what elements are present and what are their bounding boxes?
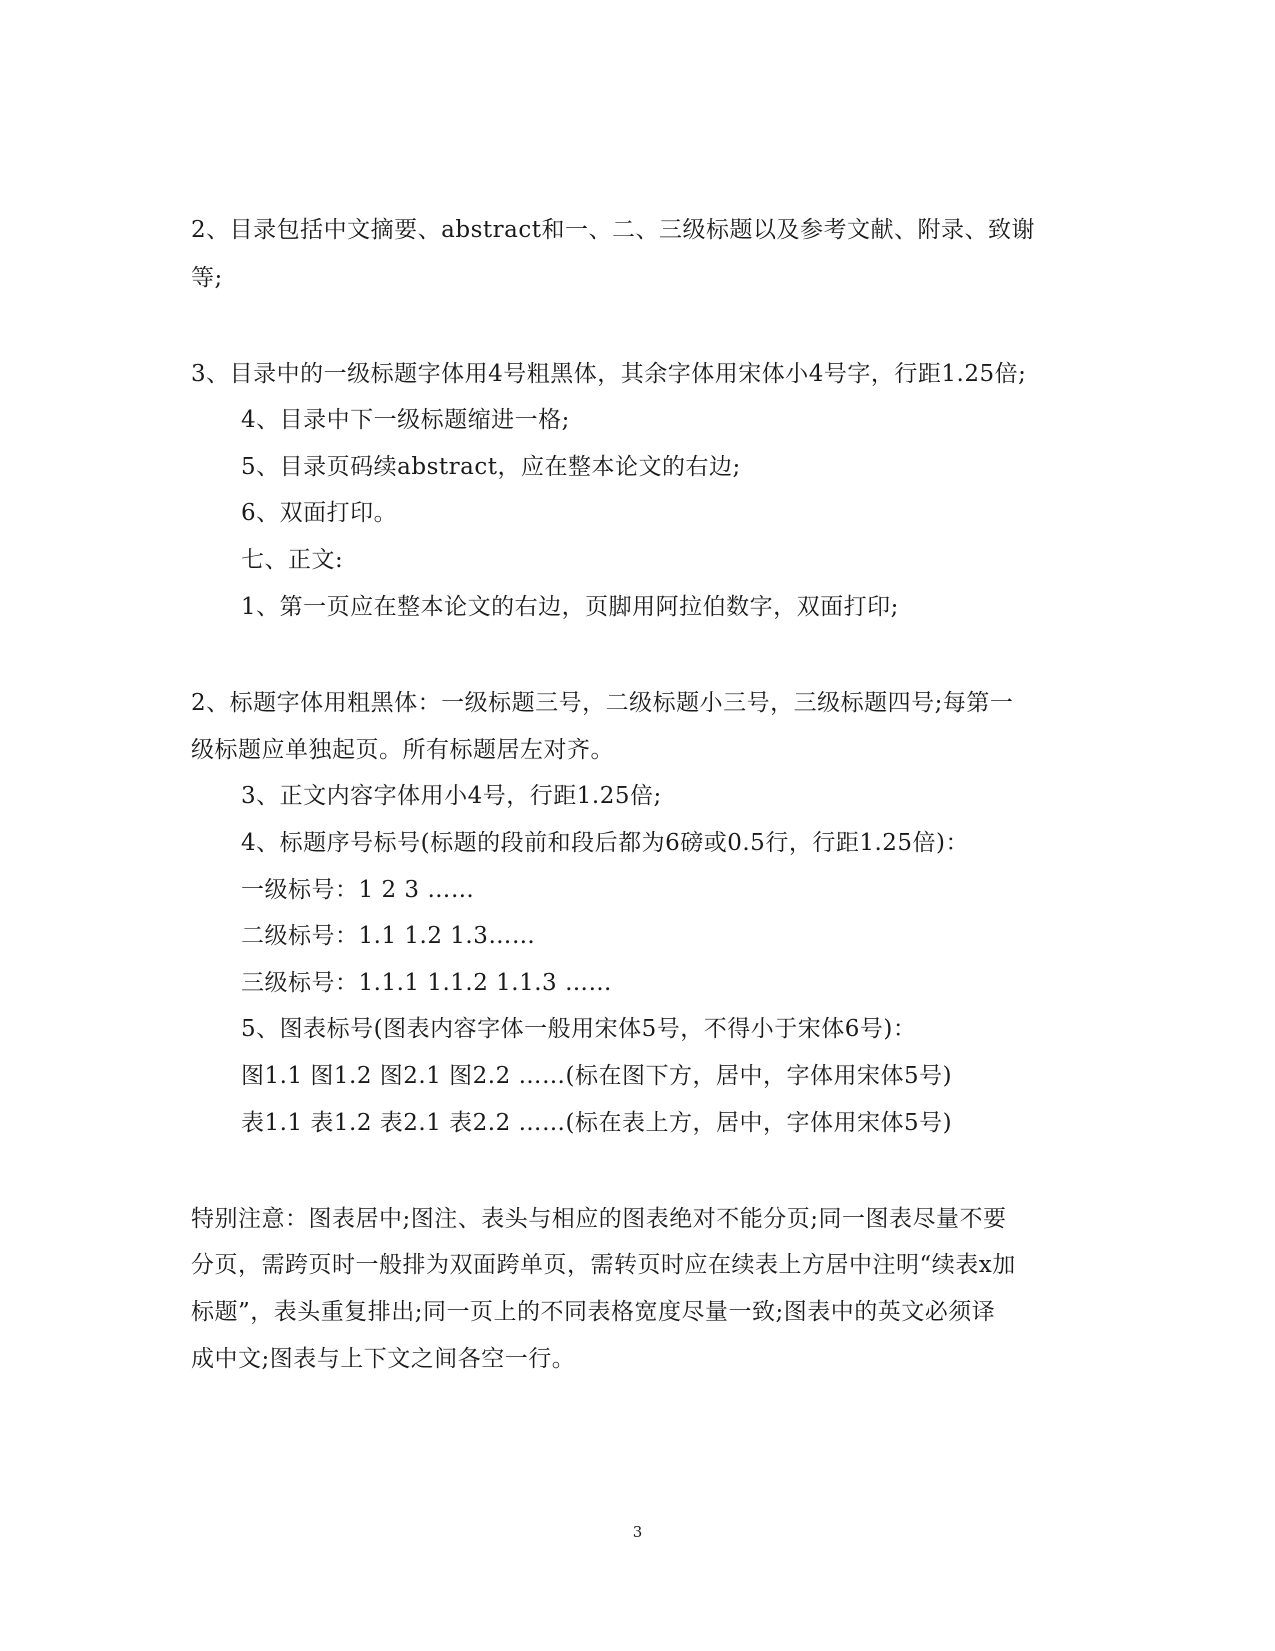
- toc-item-5: 5、目录页码续abstract，应在整本论文的右边;: [241, 454, 741, 480]
- figure-numbering: 图1.1 图1.2 图2.1 图2.2 ……(标在图下方，居中，字体用宋体5号): [241, 1063, 953, 1089]
- special-note-line-2: 分页，需跨页时一般排为双面跨单页，需转页时应在续表上方居中注明“续表x加: [191, 1252, 1016, 1278]
- toc-item-2-line-2: 等;: [191, 265, 223, 291]
- special-note-line-1: 特别注意：图表居中;图注、表头与相应的图表绝对不能分页;同一图表尽量不要: [191, 1206, 1007, 1232]
- body-item-4: 4、标题序号标号(标题的段前和段后都为6磅或0.5行，行距1.25倍)：: [241, 830, 970, 856]
- toc-item-6: 6、双面打印。: [241, 500, 398, 526]
- body-item-1: 1、第一页应在整本论文的右边，页脚用阿拉伯数字，双面打印;: [241, 594, 899, 620]
- body-item-5: 5、图表标号(图表内容字体一般用宋体5号，不得小于宋体6号)：: [241, 1016, 917, 1042]
- table-numbering: 表1.1 表1.2 表2.1 表2.2 ……(标在表上方，居中，字体用宋体5号): [241, 1110, 953, 1136]
- section-heading-body: 七、正文:: [241, 547, 344, 573]
- body-item-2-line-2: 级标题应单独起页。所有标题居左对齐。: [191, 737, 614, 763]
- special-note-line-3: 标题”，表头重复排出;同一页上的不同表格宽度尽量一致;图表中的英文必须译: [191, 1299, 996, 1325]
- special-note-line-4: 成中文;图表与上下文之间各空一行。: [191, 1346, 576, 1372]
- level-3-numbering: 三级标号：1.1.1 1.1.2 1.1.3 ……: [241, 970, 612, 996]
- body-item-3: 3、正文内容字体用小4号，行距1.25倍;: [241, 783, 662, 809]
- body-item-2-line-1: 2、标题字体用粗黑体：一级标题三号，二级标题小三号，三级标题四号;每第一: [191, 690, 1014, 716]
- toc-item-4: 4、目录中下一级标题缩进一格;: [241, 407, 570, 433]
- toc-item-3: 3、目录中的一级标题字体用4号粗黑体，其余字体用宋体小4号字，行距1.25倍;: [191, 361, 1027, 387]
- toc-item-2-line-1: 2、目录包括中文摘要、abstract和一、二、三级标题以及参考文献、附录、致谢: [191, 217, 1035, 243]
- level-2-numbering: 二级标号：1.1 1.2 1.3……: [241, 923, 536, 949]
- page-number: 3: [632, 1523, 643, 1541]
- level-1-numbering: 一级标号：1 2 3 ……: [241, 877, 475, 903]
